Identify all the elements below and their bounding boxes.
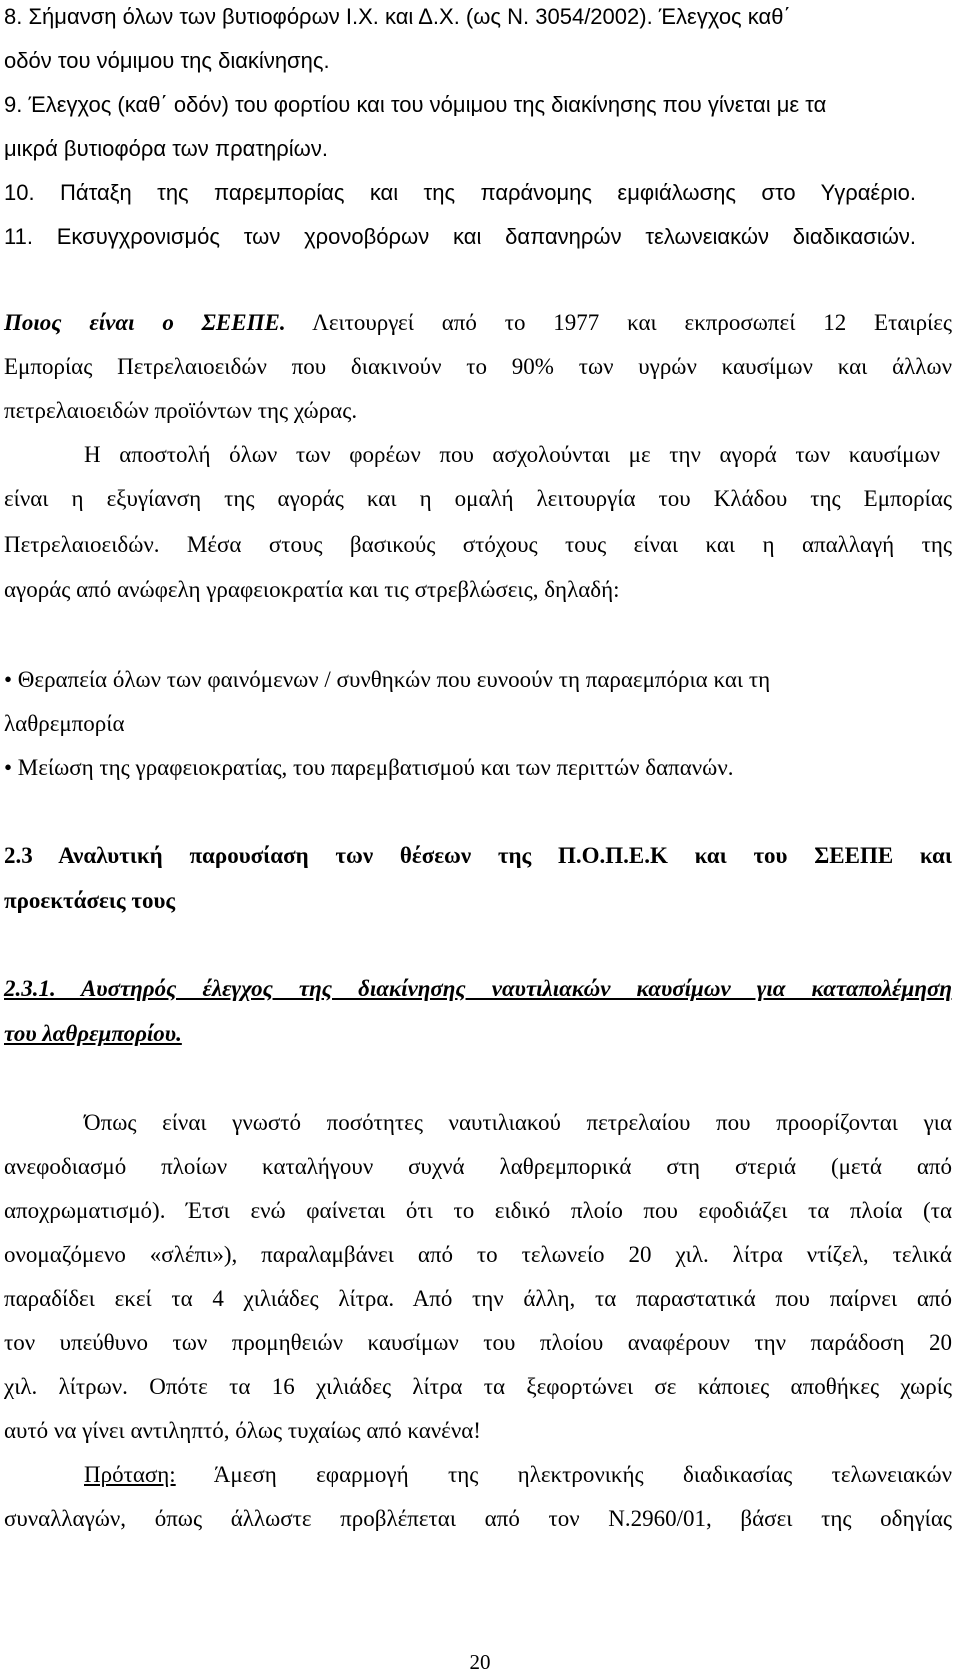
body-line-6: τον υπεύθυνο των προμηθειών καυσίμων του πλοίου αναφέρουν την παράδοση 20 [4,1330,952,1355]
section-2-3-1-heading-line-1: 2.3.1. Αυστηρός έλεγχος της διακίνησης ναυτιλιακών καυσίμων για καταπολέμηση [4,976,952,1001]
body-line-2: ανεφοδιασμό πλοίων καταλήγουν συχνά λαθρεμπορικά στη στεριά (μετά από [4,1154,952,1179]
proposal-line-1 [84,1460,952,1490]
page-number: 20 [469,1650,491,1674]
list-item-10: 10. Πάταξη της παρεμπορίας και της παράνομης εμφιάλωσης στο Υγραέριο. [4,180,916,205]
section-2-3-heading-line-2: προεκτάσεις τους [4,888,176,913]
mission-paragraph-line-1: Η αποστολή όλων των φορέων που ασχολούνται με την αγορά των καυσίμων [84,442,940,467]
list-item-8-line-2: οδόν του νόμιμου της διακίνησης. [4,48,330,73]
mission-paragraph-line-3: Πετρελαιοειδών. Μέσα στους βασικούς στόχους τους είναι και η απαλλαγή της [4,532,952,557]
body-line-5: παραδίδει εκεί τα 4 χιλιάδες λίτρα. Από την άλλη, τα παραστατικά που παίρνει από [4,1286,952,1311]
list-item-11: 11. Εκσυγχρονισμός των χρονοβόρων και δαπανηρών τελωνειακών διαδικασιών. [4,224,916,249]
body-line-3: αποχρωματισμό). Έτσι ενώ φαίνεται ότι το ειδικό πλοίο που εφοδιάζει τα πλοία (τα [4,1198,952,1223]
body-line-4: ονομαζόμενο «σλέπι»), παραλαμβάνει από το τελωνείο 20 χιλ. λίτρα ντίζελ, τελικά [4,1242,952,1267]
bullet-item-1-line-1: • Θεραπεία όλων των φαινόμενων / συνθηκών που ευνοούν τη παραεμπόρια και τη [4,667,771,692]
seepe-line-1-text: Λειτουργεί από το 1977 και εκπροσωπεί 12 Εταιρίες [312,310,953,335]
list-item-9-line-2: μικρά βυτιοφόρα των πρατηρίων. [4,136,328,161]
mission-paragraph-line-2: είναι η εξυγίανση της αγοράς και η ομαλή λειτουργία του Κλάδου της Εμπορίας [4,486,952,511]
seepe-heading: Ποιος είναι ο ΣΕΕΠΕ. [4,310,286,335]
body-line-1: Όπως είναι γνωστό ποσότητες ναυτιλιακού πετρελαίου που προορίζονται για [84,1110,952,1135]
proposal-label: Πρόταση: [84,1462,176,1487]
body-line-8: αυτό να γίνει αντιληπτό, όλως τυχαίως από κανένα! [4,1418,481,1443]
list-item-9-line-1: 9. Έλεγχος (καθ΄ οδόν) του φορτίου και του νόμιμου της διακίνησης που γίνεται με τα [4,92,827,117]
list-item-8-line-1: 8. Σήμανση όλων των βυτιοφόρων Ι.Χ. και Δ.Χ. (ως Ν. 3054/2002). Έλεγχος καθ΄ [4,4,791,29]
section-2-3-heading-line-1: 2.3 Αναλυτική παρουσίαση των θέσεων της Π.Ο.Π.Ε.Κ και του ΣΕΕΠΕ και [4,843,952,868]
bullet-item-2: • Μείωση της γραφειοκρατίας, του παρεμβατισμού και των περιττών δαπανών. [4,755,734,780]
body-line-7: χιλ. λίτρων. Οπότε τα 16 χιλιάδες λίτρα τα ξεφορτώνει σε κάποιες αποθήκες χωρίς [4,1374,952,1399]
seepe-paragraph-line-1 [4,308,952,338]
mission-paragraph-line-4: αγοράς από ανώφελη γραφειοκρατία και τις στρεβλώσεις, δηλαδή: [4,577,620,602]
seepe-paragraph-line-2: Εμπορίας Πετρελαιοειδών που διακινούν το 90% των υγρών καυσίμων και άλλων [4,354,952,379]
bullet-item-1-line-2: λαθρεμπορία [4,711,125,736]
seepe-paragraph-line-3: πετρελαιοειδών προϊόντων της χώρας. [4,398,358,423]
section-2-3-1-heading-line-2: του λαθρεμπορίου. [4,1021,182,1046]
proposal-line-1-text: Άμεση εφαρμογή της ηλεκτρονικής διαδικασίας τελωνειακών [213,1462,953,1487]
proposal-line-2: συναλλαγών, όπως άλλωστε προβλέπεται από τον Ν.2960/01, βάσει της οδηγίας [4,1506,952,1531]
